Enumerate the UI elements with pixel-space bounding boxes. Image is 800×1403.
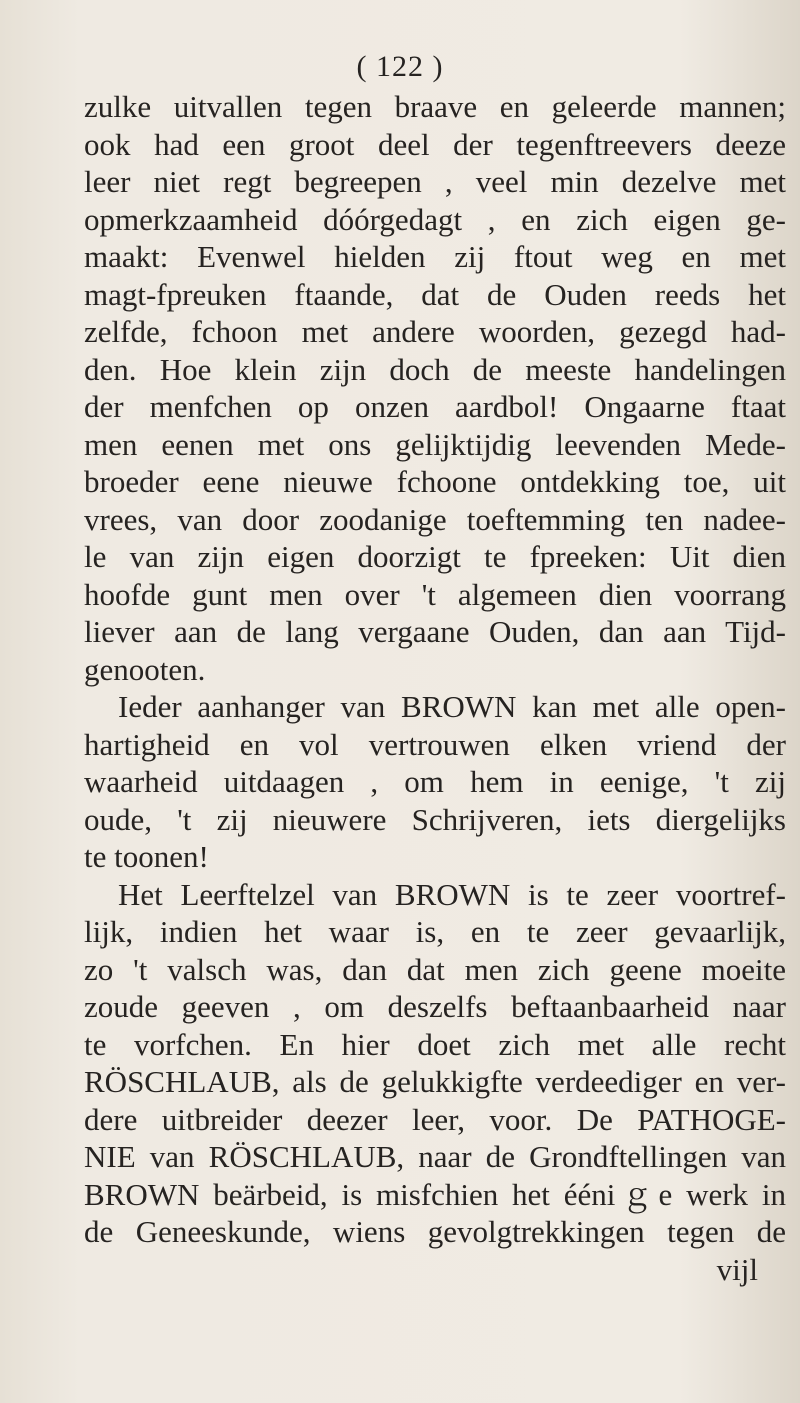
text-line: hoofde gunt men over 't algemeen dien voorrang xyxy=(84,576,786,612)
text-line: zoude geeven , om deszelfs beftaanbaarheid naar xyxy=(84,989,786,1024)
text-line: magt-fpreuken ftaande, dat de Ouden reeds het xyxy=(84,276,786,312)
text-line: den. Hoe klein zijn doch de meeste handelingen xyxy=(84,351,786,387)
text-line: NIE van RÖSCHLAUB, naar de Grondftellingen van xyxy=(84,1139,786,1174)
text-line: hartigheid en vol vertrouwen elken vriend der xyxy=(84,726,786,762)
text-line: le van zijn eigen doorzigt te fpreeken: Uit dien xyxy=(84,539,786,574)
text-line: RÖSCHLAUB, als de gelukkigfte verdeediger en ver- xyxy=(84,1064,786,1099)
text-line: waarheid uitdaagen , om hem in eenige, 't zij xyxy=(84,764,786,799)
text-line: te vorfchen. En hier doet zich met alle recht xyxy=(84,1026,786,1062)
text-line: broeder eene nieuwe fchoone ontdekking toe, uit xyxy=(84,464,786,499)
text-line: liever aan de lang vergaane Ouden, dan aan Tijd- xyxy=(84,614,786,649)
text-line: opmerkzaamheid dóórgedagt , en zich eigen ge- xyxy=(84,201,786,237)
text-line: de Geneeskunde, wiens gevolgtrekkingen tegen de xyxy=(84,1214,786,1249)
body-text xyxy=(84,88,786,1288)
paragraph-start: Het Leerftelzel van BROWN is te zeer voortref- xyxy=(118,876,786,912)
catchword: vijl xyxy=(716,1251,758,1287)
text-line: maakt: Evenwel hielden zij ftout weg en met xyxy=(84,239,786,274)
text-line: zo 't valsch was, dan dat men zich geene moeite xyxy=(84,951,786,987)
text-line: ook had een groot deel der tegenftreevers deeze xyxy=(84,126,786,162)
text-line: BROWN beärbeid, is misfchien het ééniｇe werk in xyxy=(84,1176,786,1212)
text-line: zelfde, fchoon met andere woorden, gezegd had- xyxy=(84,314,786,349)
text-line: genooten. xyxy=(84,651,206,687)
text-line: te toonen! xyxy=(84,839,209,874)
text-line: der menfchen op onzen aardbol! Ongaarne ftaat xyxy=(84,389,786,424)
text-line: oude, 't zij nieuwere Schrijveren, iets diergelijks xyxy=(84,801,786,837)
text-line: zulke uitvallen tegen braave en geleerde mannen; xyxy=(84,89,786,124)
page-number: ( 122 ) xyxy=(356,50,444,83)
text-line: dere uitbreider deezer leer, voor. De PATHOGE- xyxy=(84,1101,786,1137)
text-line: vrees, van door zoodanige toeftemming ten nadee- xyxy=(84,501,786,537)
text-line: lijk, indien het waar is, en te zeer gevaarlijk, xyxy=(84,914,786,949)
text-line: men eenen met ons gelijktijdig leevenden Mede- xyxy=(84,426,786,462)
text-line: leer niet regt begreepen , veel min dezelve met xyxy=(84,164,786,199)
paragraph-start: Ieder aanhanger van BROWN kan met alle open- xyxy=(118,689,786,724)
